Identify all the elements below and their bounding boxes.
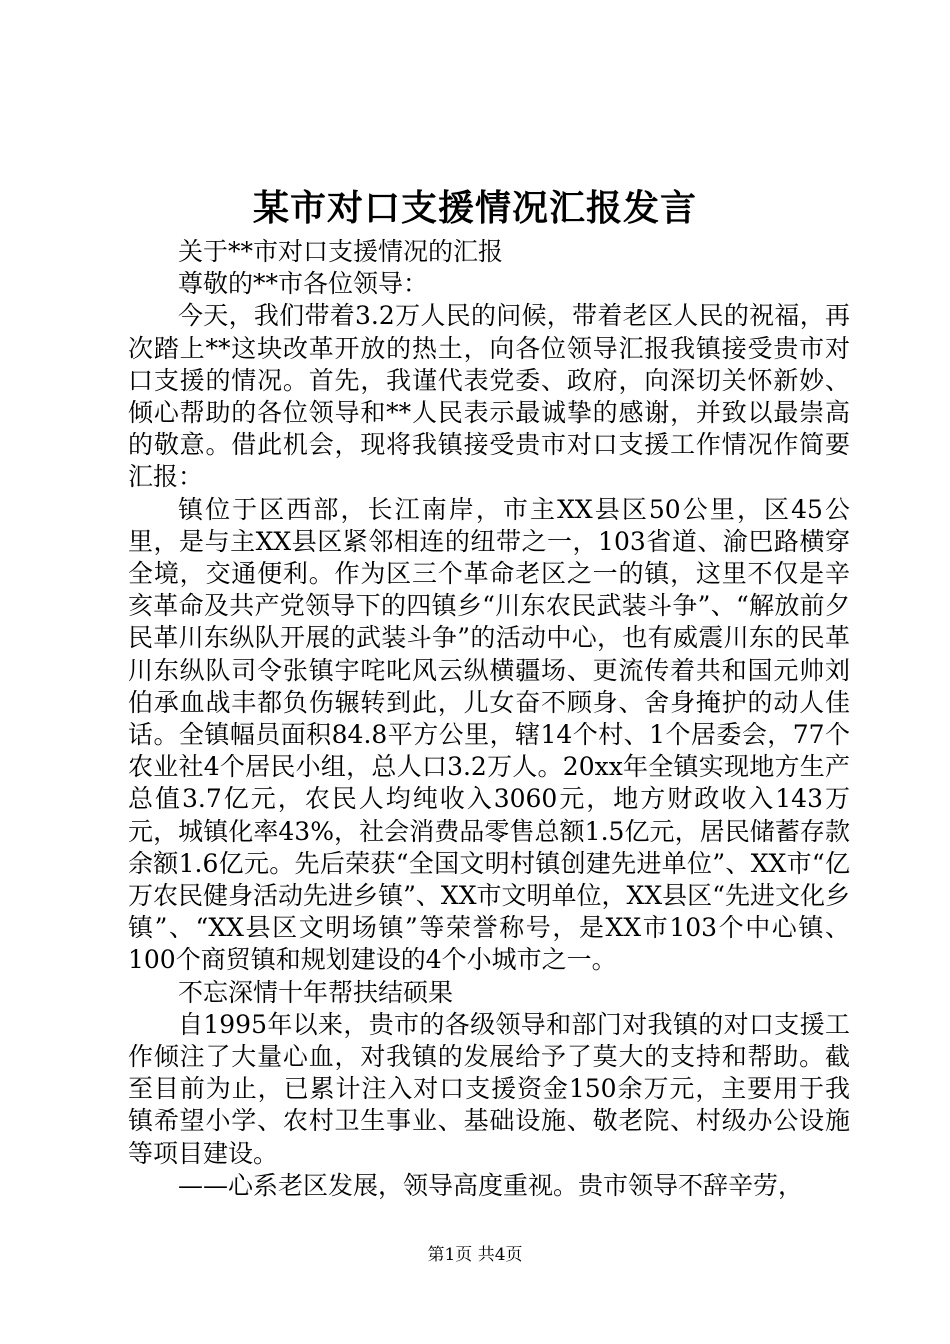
paragraph-intro: 今天，我们带着3.2万人民的问候，带着老区人民的祝福，再次踏上**这块改革开放的热土，向各位领导汇报我镇接受贵市对口支援的情况。首先，我谨代表党委、政府，向深切关怀新妙、倾心帮助的各位领导和**人民表示最诚挚的感谢，并致以最崇高的敬意。借此机会，现将我镇接受贵市对口支援工作情况作简要汇报： [128, 301, 850, 492]
paragraph-town-overview: 镇位于区西部，长江南岸，市主XX县区50公里，区45公里，是与主XX县区紧邻相连的纽带之一，103省道、渝巴路横穿全境，交通便利。作为区三个革命老区之一的镇，这里不仅是辛亥革命及共产党领导下的四镇乡“川东农民武装斗争”、“解放前夕民革川东纵队开展的武装斗争”的活动中心，也有威震川东的民革川东纵队司令张镇宇咤叱风云纵横疆场、更流传着共和国元帅刘伯承血战丰都负伤辗转到此，儿女奋不顾身、舍身掩护的动人佳话。全镇幅员面积84.8平方公里，辖14个村、1个居委会，77个农业社4个居民小组，总人口3.2万人。20xx年全镇实现地方生产总值3.7亿元，农民人均纯收入3060元，地方财政收入143万元，城镇化率43%，社会消费品零售总额1.5亿元，居民储蓄存款余额1.6亿元。先后荣获“全国文明村镇创建先进单位”、XX市“亿万农民健身活动先进乡镇”、XX市文明单位，XX县区“先进文化乡镇”、“XX县区文明场镇”等荣誉称号，是XX市103个中心镇、100个商贸镇和规划建设的4个小城市之一。 [128, 494, 850, 975]
document-title: 某市对口支援情况汇报发言 [252, 187, 697, 229]
paragraph-heading-report: 关于**市对口支援情况的汇报 [178, 237, 504, 266]
document-body [128, 236, 850, 1202]
paragraph-leadership: ——心系老区发展，领导高度重视。贵市领导不辞辛劳， [178, 1170, 804, 1200]
paragraph-section-heading: 不忘深情十年帮扶结硕果 [178, 977, 454, 1007]
paragraph-salutation: 尊敬的**市各位领导： [178, 269, 429, 299]
paragraph-support-summary: 自1995年以来，贵市的各级领导和部门对我镇的对口支援工作倾注了大量心血，对我镇的发展给予了莫大的支持和帮助。截至目前为止，已累计注入对口支援资金150余万元，主要用于我镇希望小学、农村卫生事业、基础设施、敬老院、村级办公设施等项目建设。 [128, 1009, 850, 1168]
page-footer: 第1页 共4页 [427, 1245, 523, 1265]
